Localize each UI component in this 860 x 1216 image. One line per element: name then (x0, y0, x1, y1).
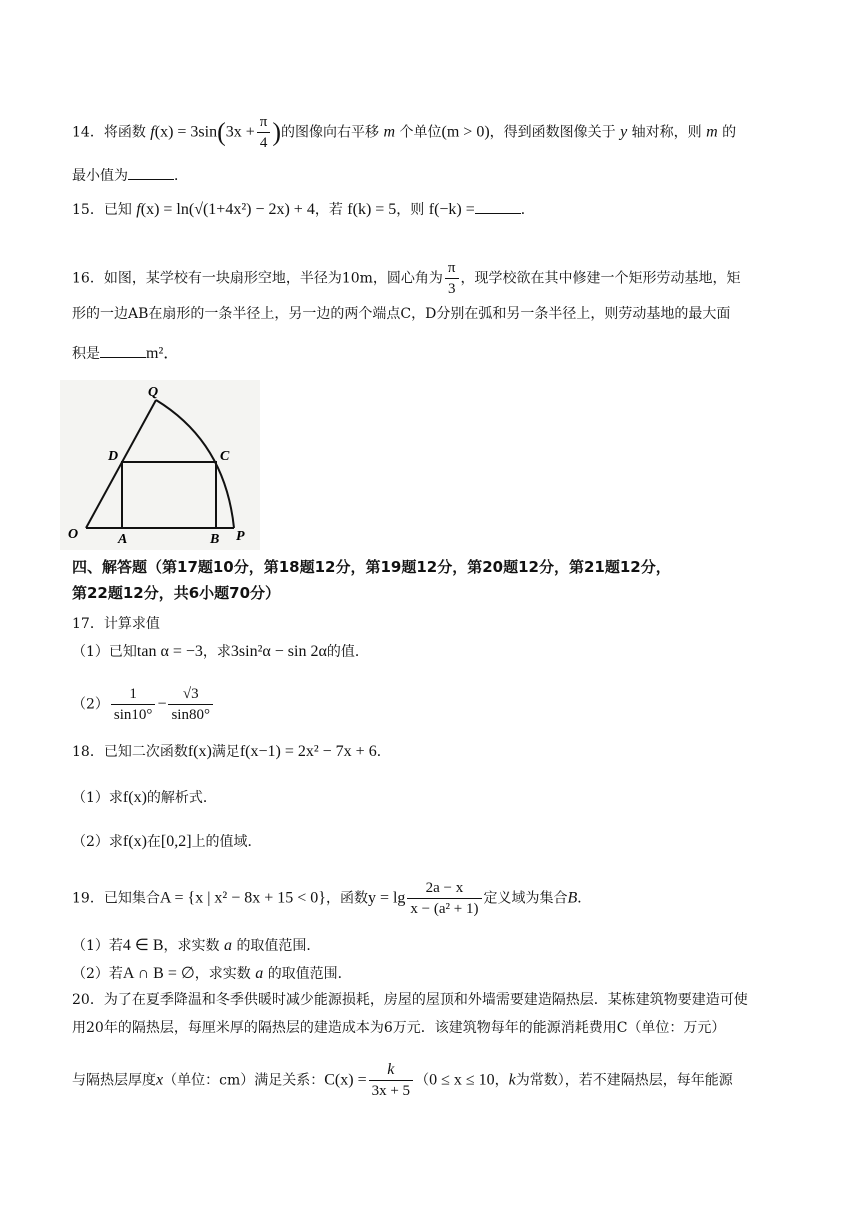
math-a: a (255, 965, 264, 982)
text: ，函数 (325, 890, 368, 907)
label-c: C (220, 449, 230, 464)
minus: − (157, 695, 167, 713)
math-set-a: A = {x | x² − 8x + 15 < 0} (159, 889, 326, 907)
math-expr: (x) = ln(√(1+4x²) − 2x) + 4 (140, 201, 315, 218)
math-cond: f(k) = 5 (347, 201, 397, 218)
text: 定义域为集合 (483, 890, 568, 907)
math-interval: [0,2] (160, 833, 192, 850)
math-ask: f(−k) = (428, 201, 475, 218)
text: ，求实数 (194, 966, 251, 982)
math-k: k (508, 1071, 516, 1089)
label-d: D (108, 449, 119, 464)
problem-14-line-2 (72, 166, 188, 186)
text: ，现学校欲在其中修建一个矩形劳动基地，矩 (460, 270, 741, 287)
text: 最小值为 (72, 168, 128, 184)
math-fx: f(x) (187, 743, 212, 760)
math-in: 4 ∈ B (122, 937, 164, 954)
fraction-log-arg: $\frac{2a - x}{\text{x − (a² + 1)}}$ (407, 878, 481, 919)
text: 已知 (103, 202, 132, 218)
problem-19-title (72, 878, 591, 919)
paren: ( (217, 117, 226, 147)
problem-20-line-3 (72, 1060, 733, 1101)
text: ． (520, 202, 535, 218)
sector-rectangle-figure (60, 380, 260, 550)
problem-16-line-1 (72, 258, 741, 299)
text: 的图像向右平移 (281, 124, 380, 141)
label-a: A (118, 532, 128, 547)
problem-17-title: 17．计算求值 (72, 616, 160, 632)
text: 的 (722, 124, 737, 141)
figure-background (60, 380, 260, 550)
problem-18-title (72, 742, 391, 762)
section-heading-line-1: 四、解答题（第17题10分，第18题12分，第19题12分，第20题12分，第21题12分， (72, 558, 671, 576)
text: ， (494, 1072, 509, 1089)
problem-17-q2 (72, 684, 215, 725)
problem-number: 14． (72, 124, 104, 141)
problem-15 (72, 200, 535, 220)
label-o: O (68, 527, 79, 542)
answer-blank (128, 167, 174, 180)
text: 的取值范围． (267, 966, 352, 982)
problem-19-q2 (72, 964, 352, 984)
section-heading-line-2: 第22题12分，共6小题70分） (72, 584, 281, 602)
text: 的值． (326, 644, 369, 660)
text: 积是 (72, 346, 100, 362)
text: 在 (146, 834, 161, 850)
math-lg: y = lg (367, 889, 406, 907)
answer-blank (100, 345, 146, 358)
label-p: P (236, 529, 245, 544)
math-m: m (383, 123, 396, 141)
problem-17-q1 (72, 642, 369, 662)
text: 将函数 (103, 124, 146, 141)
fraction-pi-3: $\frac{\pi}{3}$ (445, 258, 459, 299)
text: （ (415, 1072, 430, 1089)
math-x: x (156, 1071, 164, 1089)
math-fx: f(x) (122, 833, 147, 850)
problem-18-q1 (72, 788, 217, 808)
text: 与隔热层厚度 (72, 1072, 156, 1089)
text: ，求 (202, 644, 231, 660)
math-a: a (223, 937, 232, 954)
label-q: Q (148, 385, 159, 400)
text: ，若 (314, 202, 343, 218)
math-b: B (567, 889, 578, 907)
math-expr: (x) = 3sin (154, 123, 218, 141)
label-b: B (210, 532, 220, 547)
problem-16-line-2 (72, 304, 730, 324)
fraction-1-sin10: $\frac{1}{\sin 10^\circ}$ (111, 684, 156, 725)
math-y: y (620, 123, 628, 141)
math-relation: f(x−1) = 2x² − 7x + 6 (239, 743, 377, 760)
text: （1）若 (72, 938, 123, 954)
text: m²． (146, 345, 180, 362)
math-range: 0 ≤ x ≤ 10 (429, 1071, 495, 1089)
math-m: m (706, 123, 718, 141)
text: ，则 (396, 202, 425, 218)
text: 个单位 (399, 124, 442, 141)
text: ，求实数 (163, 938, 220, 954)
problem-14-line-1 (72, 112, 736, 153)
text: 满足 (211, 744, 240, 760)
problem-number: 16． (72, 270, 104, 287)
math-cap: A ∩ B = ∅ (122, 965, 195, 982)
math-f: f (136, 201, 141, 218)
problem-20-line-2: 用20年的隔热层，每厘米厚的隔热层的建造成本为6万元．该建筑物每年的能源消耗费用C（单位：万元） (72, 1020, 726, 1036)
text: 上的值域． (191, 834, 262, 850)
text: 如图，某学校有一块扇形空地，半径为10m，圆心角为 (103, 270, 443, 287)
math-f: f (150, 123, 155, 141)
text: （1）求 (72, 790, 123, 806)
text: ． (577, 890, 592, 907)
text: （2）求 (72, 834, 123, 850)
text: 轴对称，则 (631, 124, 702, 141)
problem-16-line-3 (72, 344, 179, 364)
math-fx: f(x) (122, 789, 147, 806)
math-cx: C(x) = (324, 1071, 367, 1089)
text: 的取值范围． (236, 938, 321, 954)
text: ． (174, 168, 188, 184)
fraction-pi-4: $\frac{\pi}{4}$ (257, 112, 271, 153)
answer-blank (475, 201, 521, 214)
text: 19．已知集合 (72, 890, 160, 907)
math-cond: tan α = −3 (136, 643, 203, 660)
paren: ) (272, 117, 282, 147)
fraction-k: $\frac{k}{3x + 5}$ (369, 1060, 413, 1101)
problem-number: 15． (72, 202, 104, 218)
text: ． (376, 744, 391, 760)
text: 的解析式． (146, 790, 217, 806)
fraction-sqrt3-sin80: $\frac{√3}{\sin 80^\circ}$ (168, 684, 213, 725)
text: ，得到函数图像关于 (489, 124, 616, 141)
math-inner: 3x + (225, 123, 255, 141)
text: （2）若 (72, 966, 123, 982)
text: （1）已知 (72, 644, 137, 660)
math-expr: 3sin²α − sin 2α (230, 643, 327, 660)
text: 形的一边AB在扇形的一条半径上，另一边的两个端点C，D分别在弧和另一条半径上，则劳动基地的最大面 (72, 306, 731, 322)
text: （2） (72, 696, 109, 713)
math-cond: (m > 0) (441, 123, 490, 141)
problem-19-q1 (72, 936, 320, 956)
text: 18．已知二次函数 (72, 744, 188, 760)
text: 为常数），若不建隔热层，每年能源 (515, 1072, 733, 1089)
problem-18-q2 (72, 832, 262, 852)
text: （单位：cm）满足关系： (163, 1072, 325, 1089)
problem-20-line-1: 20．为了在夏季降温和冬季供暖时减少能源损耗，房屋的屋顶和外墙需要建造隔热层．某栋建筑物要建造可使 (72, 992, 748, 1008)
